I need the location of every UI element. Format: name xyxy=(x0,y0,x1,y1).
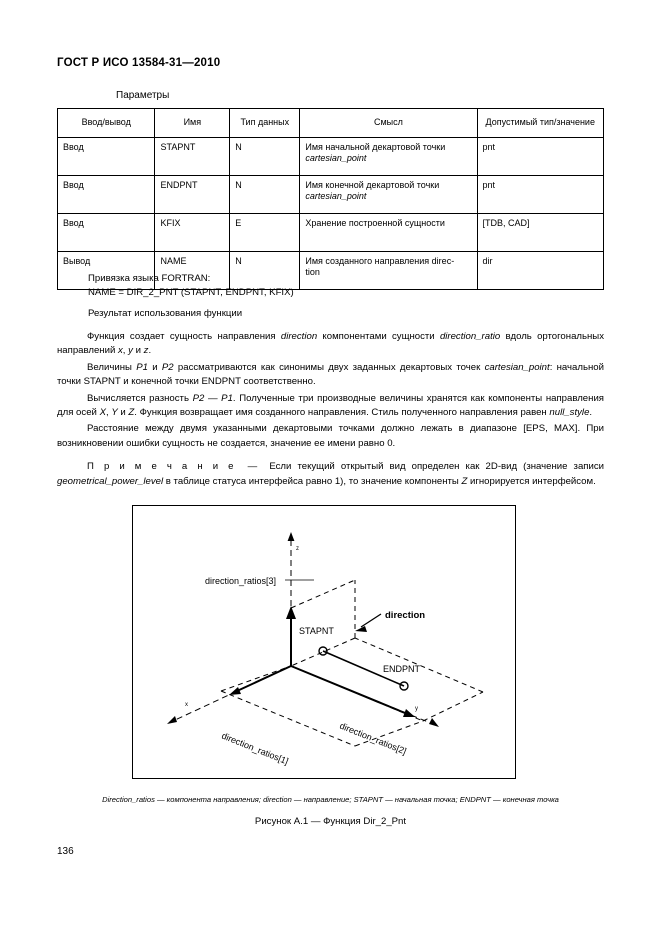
column-header-meaning: Смысл xyxy=(300,109,477,138)
direction-label: direction xyxy=(385,610,426,621)
fortran-binding xyxy=(88,272,294,300)
column-header-name: Имя xyxy=(155,109,230,138)
cell-name: NAME xyxy=(155,252,230,290)
table-row xyxy=(58,138,604,176)
table-row xyxy=(58,214,604,252)
parameters-label: Параметры xyxy=(116,90,170,101)
direction-ratios-3-label: direction_ratios[3] xyxy=(205,576,277,586)
paragraph: Величины P1 и P2 рассматриваются как синонимы двух заданных декартовых точек cartesian_point: начальной точки STAPNT и конечной точки ENDPNT соответственно. xyxy=(57,361,604,388)
cell-allowed: pnt xyxy=(477,176,604,214)
cell-datatype: N xyxy=(230,176,300,214)
endpnt-label: ENDPNT xyxy=(383,664,421,674)
direction-ratios-1-arrow-line xyxy=(237,666,291,691)
cell-meaning-line2: cartesian_point xyxy=(305,153,367,164)
direction-ratios-2-label: direction_ratios[2] xyxy=(338,720,408,757)
box-riser xyxy=(291,580,355,608)
fortran-binding-title: Привязка языка FORTRAN: xyxy=(88,273,211,284)
figure-legend: Direction_ratios — компонента направления; direction — направление; STAPNT — начальная точка; ENDPNT — конечная точка xyxy=(102,795,559,804)
stapnt-label: STAPNT xyxy=(299,626,334,636)
figure-dir-2-pnt xyxy=(133,506,513,776)
cell-io: Вывод xyxy=(58,252,155,290)
figure-caption: Рисунок А.1 — Функция Dir_2_Pnt xyxy=(254,816,407,827)
table-row xyxy=(58,176,604,214)
axis-x-arrow xyxy=(167,716,177,724)
direction-ratios-1-arrowhead xyxy=(229,687,241,695)
axis-x-label: x xyxy=(185,702,188,708)
paragraph: Функция создает сущность направления direction компонентами сущности direction_ratio вдоль ортогональных направлений x, y и z. xyxy=(57,331,604,357)
cell-meaning-line1: Имя начальной декартовой точки xyxy=(305,142,446,152)
note-prefix: П р и м е ч а н и е xyxy=(87,461,236,473)
figure-container xyxy=(132,505,516,779)
axis-y-arrow xyxy=(429,718,439,727)
direction-ratios-3-arrowhead xyxy=(286,606,296,619)
cell-name: ENDPNT xyxy=(155,176,230,214)
cell-meaning xyxy=(300,176,477,214)
cell-io: Ввод xyxy=(58,138,155,176)
cell-allowed: pnt xyxy=(477,138,604,176)
cell-datatype: N xyxy=(230,138,300,176)
paragraph: Расстояние между двумя указанными декартовыми точками должно лежать в диапазоне [EPS, MAX]. При возникновении ошибки сущность не создается, значение ее имени равно 0. xyxy=(57,423,604,449)
cell-datatype: N xyxy=(230,252,300,290)
parameters-table xyxy=(57,108,604,290)
axis-y-label: y xyxy=(415,706,418,712)
result-section-title: Результат использования функции xyxy=(88,308,243,319)
box-edge xyxy=(291,638,355,666)
direction-callout-line xyxy=(361,614,381,627)
column-header-datatype: Тип данных xyxy=(230,109,300,138)
cell-meaning-line2: tion xyxy=(305,267,320,278)
table-header-row xyxy=(58,109,604,138)
cell-meaning xyxy=(300,252,477,290)
result-paragraphs xyxy=(57,330,604,491)
cell-allowed: dir xyxy=(477,252,604,290)
column-header-allowed: Допустимый тип/значение xyxy=(477,109,604,138)
page-header: ГОСТ Р ИСО 13584-31—2010 xyxy=(57,57,221,69)
cell-meaning xyxy=(300,138,477,176)
axis-z-arrow xyxy=(288,532,295,541)
cell-meaning-line1: Хранение построенной сущности xyxy=(305,218,445,228)
direction-ratios-1-label: direction_ratios[1] xyxy=(220,730,290,767)
page-number: 136 xyxy=(57,846,74,857)
cell-allowed: [TDB, CAD] xyxy=(477,214,604,252)
cell-name: KFIX xyxy=(155,214,230,252)
cell-meaning-line2: cartesian_point xyxy=(305,191,367,202)
cell-meaning-line1: Имя конечной декартовой точки xyxy=(305,180,440,190)
fortran-binding-call: NAME = DIR_2_PNT (STAPNT, ENDPNT, KFIX) xyxy=(88,286,294,298)
paragraph: Вычисляется разность P2 — P1. Полученные три производные величины хранятся как компоненты направления для осей X, Y и Z. Функция возвращает имя созданного направления. Стиль полученного направления равен null_style. xyxy=(57,392,604,418)
column-header-io: Ввод/вывод xyxy=(58,109,155,138)
axis-z-label: z xyxy=(296,546,299,552)
cell-datatype: E xyxy=(230,214,300,252)
cell-name: STAPNT xyxy=(155,138,230,176)
box-edge xyxy=(221,666,291,691)
cell-io: Ввод xyxy=(58,176,155,214)
cell-meaning xyxy=(300,214,477,252)
box-edge xyxy=(423,692,483,721)
direction-ratios-2-arrowhead xyxy=(403,709,415,717)
note-paragraph: П р и м е ч а н и е — Если текущий открытый вид определен как 2D-вид (значение записи geometrical_power_level в таблице статуса интерфейса равно 1), то значение компоненты Z игнорируется интерфейсом. xyxy=(57,461,604,487)
cell-io: Ввод xyxy=(58,214,155,252)
cell-meaning-line1: Имя созданного направления direc- xyxy=(305,256,455,266)
